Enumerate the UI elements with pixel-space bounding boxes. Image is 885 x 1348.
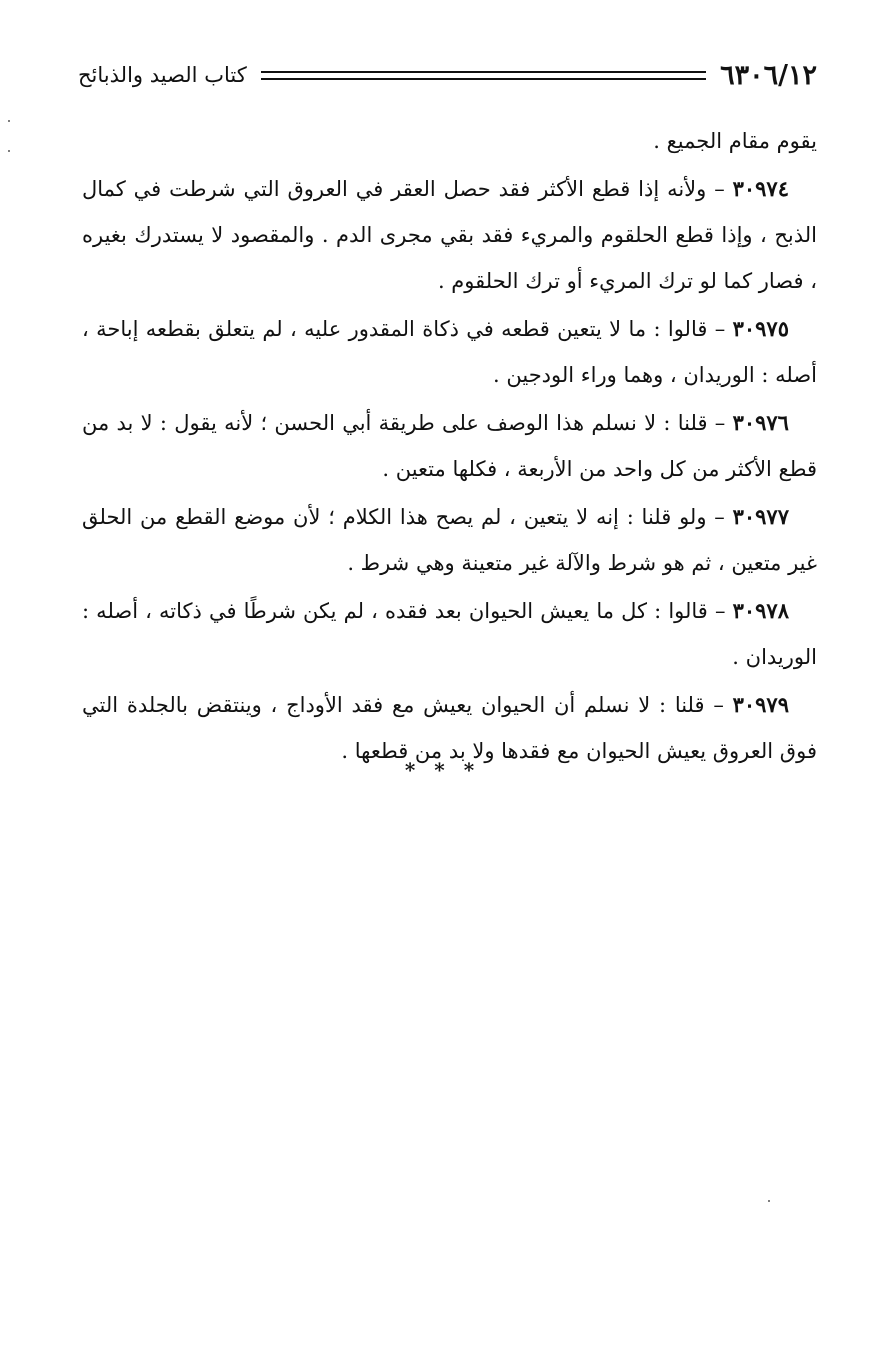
paragraph-text: ولأنه إذا قطع الأكثر فقد حصل العقر في العروق التي شرطت في كمال الذبح ، وإذا قطع الحلقوم والمريء فقد بقي مجرى الدم . والمقصود لا يستدرك بغيره ، فصار كما لو ترك المريء أو ترك الحلقوم . [82,177,817,293]
paragraph-number: ٣٠٩٧٥ [732,316,789,341]
paragraph-continuation [82,118,817,164]
paragraph-number: ٣٠٩٧٩ [732,692,789,717]
dash: – [714,177,725,201]
paragraph-text: ولو قلنا : إنه لا يتعين ، لم يصح هذا الكلام ؛ لأن موضع القطع من الحلق غير متعين ، ثم هو شرط والآلة غير متعينة وهي شرط . [82,505,817,575]
paragraph-text: قالوا : كل ما يعيش الحيوان بعد فقده ، لم يكن شرطًا في ذكاته ، أصله : الوريدان . [82,599,817,669]
header-double-rule [261,71,706,80]
scan-speck [8,120,10,122]
numbered-paragraph [82,494,817,586]
dash: – [714,505,725,529]
paragraph-number: ٣٠٩٧٤ [732,176,789,201]
scan-speck [8,150,10,152]
paragraph-text: يقوم مقام الجميع . [653,129,817,153]
paragraph-text: قلنا : لا نسلم هذا الوصف على طريقة أبي الحسن ؛ لأنه يقول : لا بد من قطع الأكثر من كل واحد من الأربعة ، فكلها متعين . [82,411,817,481]
paragraph-number: ٣٠٩٧٧ [732,504,789,529]
numbered-paragraph [82,400,817,492]
running-title: كتاب الصيد والذبائح [78,63,247,87]
scan-speck [768,1200,770,1202]
numbered-paragraph [82,306,817,398]
paragraph-number: ٣٠٩٧٦ [732,410,789,435]
dash: – [714,411,726,435]
dash: – [713,693,724,717]
paragraph-text: قلنا : لا نسلم أن الحيوان يعيش مع فقد الأوداج ، وينتقض بالجلدة التي فوق العروق يعيش الحيوان مع فقدها ولا بد من قطعها . [82,693,817,763]
paragraph-number: ٣٠٩٧٨ [732,598,789,623]
page-body [82,118,817,774]
numbered-paragraph [82,166,817,304]
page-number: ٦٣٠٦/١٢ [720,59,817,91]
numbered-paragraph [82,588,817,680]
dash: – [714,599,726,623]
paragraph-text: قالوا : ما لا يتعين قطعه في ذكاة المقدور عليه ، لم يتعلق بقطعه إباحة ، أصله : الوريدان ، وهما وراء الودجين . [82,317,817,387]
section-separator: * * * [404,758,481,782]
dash: – [714,317,726,341]
page-header [78,55,817,95]
